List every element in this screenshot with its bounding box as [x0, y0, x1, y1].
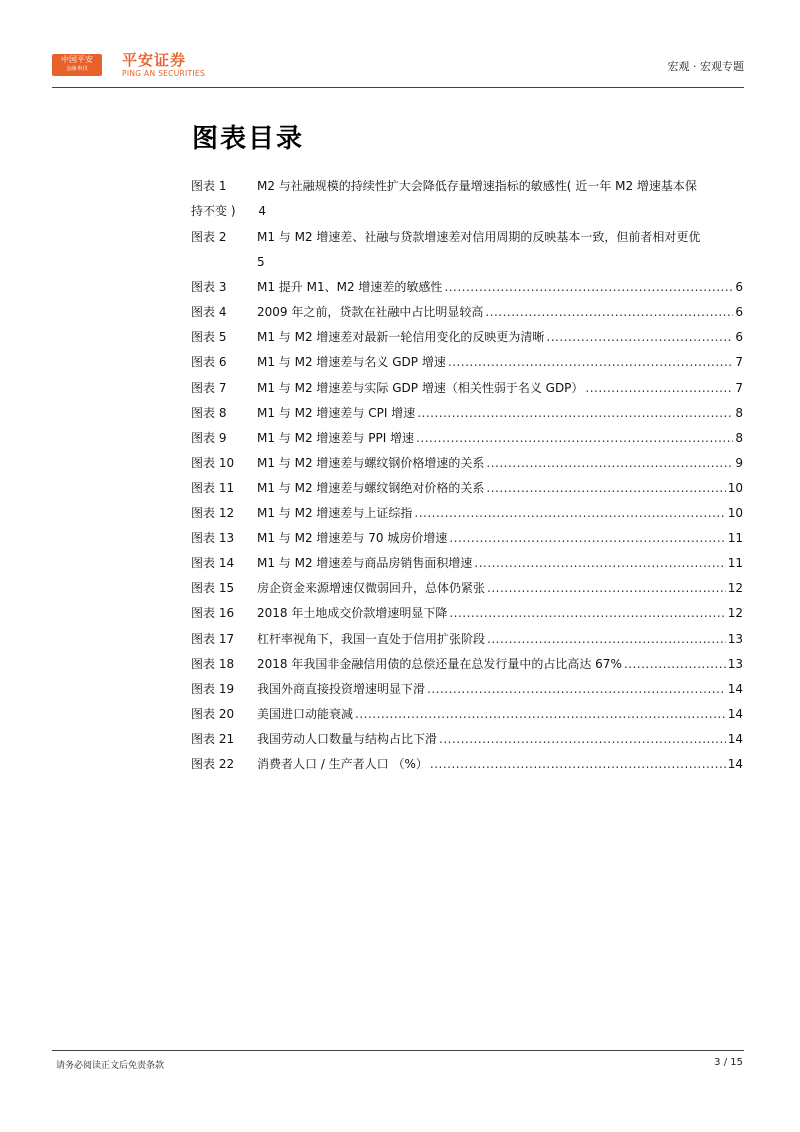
company-name-en: PING AN SECURITIES: [122, 69, 206, 78]
toc-entry-page: 6: [735, 305, 743, 320]
toc-entry-title: 2009 年之前，贷款在社融中占比明显较高: [257, 305, 484, 320]
toc-entry-title: M1 与 M2 增速差对最新一轮信用变化的反映更为清晰: [257, 330, 545, 345]
toc-leader-dots: [487, 576, 726, 601]
toc-entry-page: 14: [727, 681, 743, 696]
toc-entry[interactable]: [191, 627, 743, 652]
toc-entry-title: 消费者人口 / 生产者人口 （%）: [257, 756, 428, 771]
disclaimer-notice: 请务必阅读正文后免责条款: [56, 1061, 165, 1071]
toc-entry-page: 14: [727, 706, 743, 721]
toc-leader-dots: [487, 627, 726, 652]
page-number: 3 / 15: [714, 1057, 743, 1068]
toc-entry-title: M1 与 M2 增速差与实际 GDP 增速（相关性弱于名义 GDP）: [257, 380, 584, 395]
toc-leader-dots: [417, 401, 733, 426]
toc-entry[interactable]: [191, 451, 743, 476]
toc-entry[interactable]: [191, 601, 743, 626]
toc-entry-title: 2018 年我国非金融信用债的总偿还量在总发行量中的占比高达 67%: [257, 656, 622, 671]
toc-entry-page: 6: [735, 280, 743, 295]
logo-badge-subtext: 金融·科技: [66, 66, 88, 72]
toc-entry-label: 图表 9: [191, 430, 227, 445]
toc-entry[interactable]: [191, 677, 743, 702]
toc-entry-label: 图表 10: [191, 455, 235, 470]
toc-entry-label: 图表 7: [191, 380, 227, 395]
toc-entry-title: 杠杆率视角下，我国一直处于信用扩张阶段: [257, 631, 486, 646]
toc-entry-label: 图表 2: [191, 229, 227, 244]
toc-entry-label: 图表 8: [191, 405, 227, 420]
toc-entry-label: 图表 6: [191, 355, 227, 370]
toc-entry-label: 图表 19: [191, 681, 235, 696]
toc-entry-label: 图表 15: [191, 581, 235, 596]
toc-entry-title-continued: 持不变 ): [191, 204, 236, 219]
toc-entry-page: 4: [258, 204, 267, 219]
company-name-cn: 平安证券: [122, 51, 187, 69]
toc-entry-title: M1 与 M2 增速差与上证综指: [257, 506, 413, 521]
toc-entry[interactable]: [191, 501, 743, 526]
toc-entry-label: 图表 5: [191, 330, 227, 345]
toc-entry-label: 图表 13: [191, 531, 235, 546]
toc-leader-dots: [624, 652, 726, 677]
toc-entry-page: 13: [727, 656, 743, 671]
toc-leader-dots: [355, 702, 726, 727]
toc-entry-label: 图表 12: [191, 506, 235, 521]
toc-leader-dots: [416, 426, 733, 451]
toc-leader-dots: [414, 501, 725, 526]
toc-entry-page: 9: [735, 455, 743, 470]
toc-entry-page: 14: [727, 731, 743, 746]
toc-entry-page: 10: [727, 506, 743, 521]
toc-leader-dots: [448, 350, 734, 375]
page-header: [52, 50, 744, 88]
ping-an-logo-badge: [52, 54, 102, 76]
toc-leader-dots: [486, 476, 725, 501]
header-divider: [52, 87, 744, 88]
toc-entry-page: 7: [735, 380, 743, 395]
toc-entry[interactable]: [191, 727, 743, 752]
toc-leader-dots: [474, 551, 725, 576]
toc-entry[interactable]: [191, 376, 743, 401]
toc-entry-page: 14: [727, 756, 743, 771]
toc-entry-page: 10: [727, 480, 743, 495]
toc-entry-page: 5: [257, 254, 265, 269]
toc-entry[interactable]: [191, 426, 743, 451]
toc-entry-title: M1 与 M2 增速差与螺纹钢绝对价格的关系: [257, 480, 485, 495]
toc-entry-title: 我国外商直接投资增速明显下滑: [257, 681, 426, 696]
toc-entry-title: 我国劳动人口数量与结构占比下滑: [257, 731, 438, 746]
toc-entry-title: 房企资金来源增速仅微弱回升，总体仍紧张: [257, 581, 486, 596]
toc-entry-label: 图表 1: [191, 179, 227, 193]
toc-entry-label: 图表 20: [191, 706, 235, 721]
toc-leader-dots: [449, 526, 725, 551]
report-section-label: 宏观 · 宏观专题: [667, 60, 744, 73]
toc-entry-page: 13: [727, 631, 743, 646]
toc-entry-page: 11: [727, 531, 743, 546]
toc-entry-page: 7: [735, 355, 743, 370]
toc-entry-title: M1 与 M2 增速差与 CPI 增速: [257, 405, 416, 420]
toc-entry-title: M1 与 M2 增速差、社融与贷款增速差对信用周期的反映基本一致，但前者相对更优: [257, 229, 701, 244]
toc-entry-title: M1 与 M2 增速差与 PPI 增速: [257, 430, 415, 445]
toc-entry-page: 8: [735, 405, 743, 420]
toc-leader-dots: [585, 376, 733, 401]
page-title: 图表目录: [192, 124, 305, 154]
toc-entry-label: 图表 3: [191, 280, 227, 295]
toc-entry-page: 12: [727, 581, 743, 596]
toc-leader-dots: [546, 325, 733, 350]
toc-entry[interactable]: [191, 325, 743, 350]
toc-entry-title: M1 与 M2 增速差与商品房销售面积增速: [257, 556, 473, 571]
toc-entry[interactable]: [191, 752, 743, 777]
toc-entry[interactable]: [191, 576, 743, 601]
toc-entry[interactable]: [191, 526, 743, 551]
toc-entry-title: 美国进口动能衰减: [257, 706, 354, 721]
toc-leader-dots: [439, 727, 726, 752]
toc-entry-label: 图表 11: [191, 480, 235, 495]
toc-entry[interactable]: [191, 275, 743, 300]
toc-entry-title: M1 与 M2 增速差与螺纹钢价格增速的关系: [257, 455, 485, 470]
logo-badge-text: 中国平安: [61, 55, 93, 64]
toc-leader-dots: [430, 752, 726, 777]
toc-leader-dots: [449, 601, 725, 626]
toc-entry-label: 图表 16: [191, 606, 235, 621]
toc-leader-dots: [485, 300, 733, 325]
toc-entry[interactable]: [191, 225, 743, 276]
toc-entry[interactable]: [191, 551, 743, 576]
toc-entry-page: 11: [727, 556, 743, 571]
toc-entry[interactable]: [191, 476, 743, 501]
toc-entry-title: 2018 年土地成交价款增速明显下降: [257, 606, 448, 621]
toc-entry[interactable]: [191, 300, 743, 325]
toc-entry[interactable]: [191, 401, 743, 426]
toc-entry-label: 图表 21: [191, 731, 235, 746]
toc-entry-label: 图表 14: [191, 556, 235, 571]
toc-entry[interactable]: [191, 174, 743, 225]
chart-table-of-contents: [191, 174, 743, 777]
toc-entry-label: 图表 4: [191, 305, 227, 320]
toc-leader-dots: [427, 677, 726, 702]
toc-entry-title: M1 与 M2 增速差与名义 GDP 增速: [257, 355, 446, 370]
toc-entry[interactable]: [191, 350, 743, 375]
toc-entry-title: M2 与社融规模的持续性扩大会降低存量增速指标的敏感性( 近一年 M2 增速基本保: [257, 179, 697, 193]
toc-leader-dots: [486, 451, 733, 476]
toc-leader-dots: [444, 275, 733, 300]
toc-entry-title: M1 提升 M1、M2 增速差的敏感性: [257, 280, 443, 295]
toc-entry-page: 8: [735, 430, 743, 445]
toc-entry-page: 6: [735, 330, 743, 345]
company-logo: [122, 52, 205, 79]
footer-divider: [52, 1050, 744, 1051]
toc-entry-page: 12: [727, 606, 743, 621]
toc-entry[interactable]: [191, 702, 743, 727]
toc-entry-label: 图表 22: [191, 756, 235, 771]
toc-entry-label: 图表 18: [191, 656, 235, 671]
toc-entry-title: M1 与 M2 增速差与 70 城房价增速: [257, 531, 448, 546]
toc-entry-label: 图表 17: [191, 631, 235, 646]
toc-entry[interactable]: [191, 652, 743, 677]
